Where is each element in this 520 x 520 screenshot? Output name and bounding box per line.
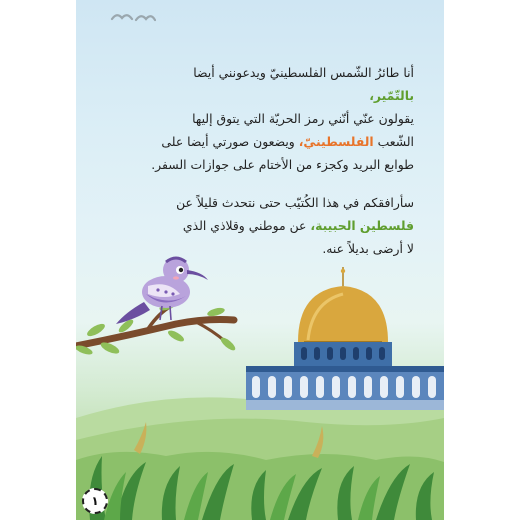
branch-icon — [76, 300, 237, 357]
palestinian-highlight: الفلسطينيّ، — [298, 134, 374, 149]
scene-illustration — [76, 250, 444, 520]
intro-paragraph — [96, 61, 414, 176]
storybook-page — [76, 0, 444, 520]
text-line: يقولون عنّي أنّني رمز الحريّة التي يتوق إليها — [192, 111, 414, 126]
text-fragment: الشّعب — [373, 134, 414, 149]
text-fragment: ويضعون صورتي أيضا على — [161, 134, 299, 149]
text-fragment: عن موطني وقلاذي الذي — [182, 218, 311, 233]
text-line: طوابع البريد وكجزء من الأختام على جوازات السفر. — [151, 157, 414, 172]
dome-of-the-rock-icon — [246, 267, 444, 410]
palestine-highlight: فلسطين الحبيبة، — [310, 218, 414, 233]
text-line: أنا طائرُ الشّمس الفلسطينيّ ويدعونني أيضا — [193, 65, 414, 80]
page-number: ١ — [82, 488, 108, 514]
text-line: لا أرضى بديلاً عنه. — [322, 241, 414, 256]
text-line: سأرافقكم في هذا الكُتيّب حتى نتحدث قليلاً عن — [176, 195, 414, 210]
birds-icon — [110, 8, 156, 24]
tammir-highlight: بالتّمّير، — [369, 88, 414, 103]
